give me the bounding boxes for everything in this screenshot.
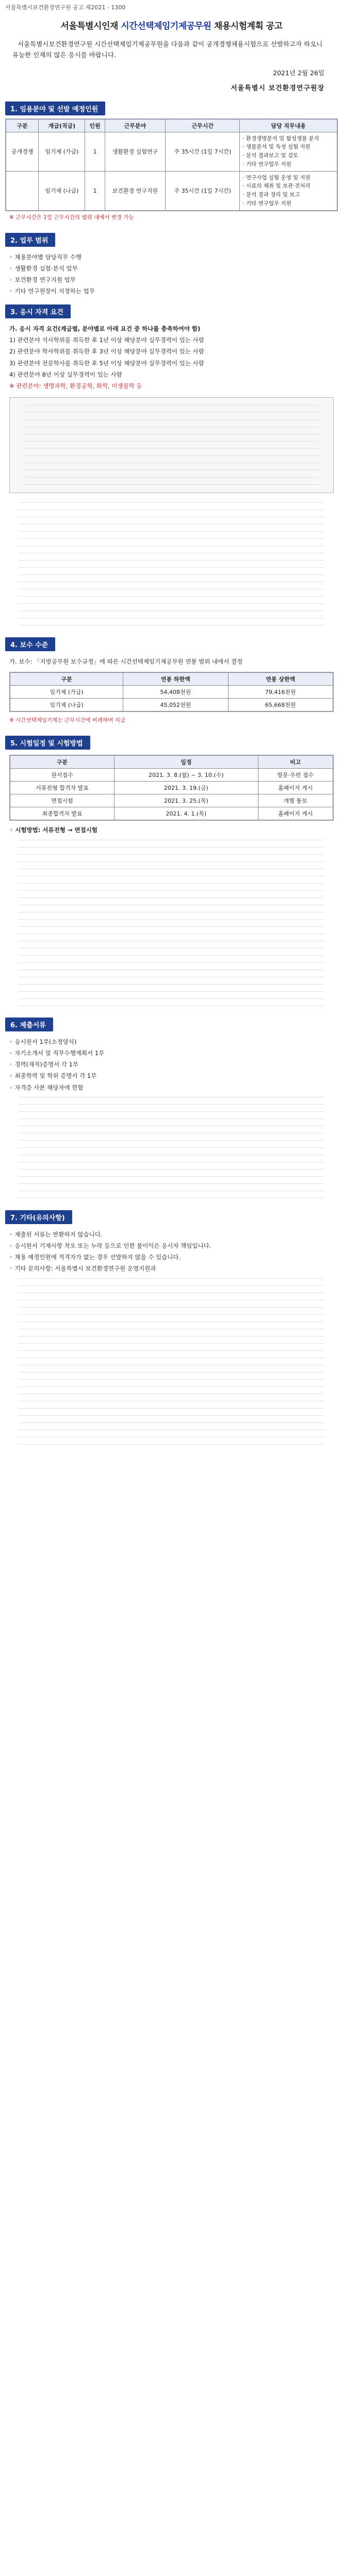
s2-item: ◦ 채용분야별 담당직무 수행	[9, 253, 81, 261]
title-highlight: 시간선택제임기제공무원	[121, 21, 211, 31]
table-row	[10, 768, 333, 781]
s4-note: ※ 시간선택제임기제는 근무시간에 비례하여 지급	[9, 717, 126, 724]
s6-item: ◦ 자기소개서 및 직무수행계획서 1부	[9, 1049, 105, 1057]
s2-item: ◦ 기타 연구원장이 지정하는 업무	[9, 287, 95, 295]
s7-item: ◦ 응시원서 기재사항 착오 또는 누락 등으로 인한 불이익은 응시자 책임입니다.	[9, 1242, 211, 1249]
section-1-header: 1. 임용분야 및 선발 예정인원	[5, 101, 105, 115]
section-7-body	[0, 1227, 343, 1451]
schedule-cell: 2021. 3. 8.(월) ~ 3. 10.(수)	[115, 768, 258, 781]
schedule-cell: 홈페이지 게시	[258, 807, 333, 820]
table1-cell: 1	[85, 132, 105, 171]
schedule-table-box	[9, 755, 334, 821]
schedule-table	[10, 755, 333, 820]
section-6-header: 6. 제출서류	[5, 1018, 53, 1031]
s5-method: ◦ 시험방법: 서류전형 → 면접시험	[9, 826, 97, 834]
salary-header: 구분	[10, 673, 123, 686]
section-3-body	[0, 321, 343, 394]
schedule-cell: 2021. 4. 1.(목)	[115, 807, 258, 820]
title-suffix: 채용시험계획 공고	[214, 21, 283, 31]
table-row	[10, 686, 333, 699]
s3-note: ※ 관련분야: 생명과학, 환경공학, 화학, 미생물학 등	[9, 382, 142, 389]
title-prefix: 서울특별시인재	[60, 21, 118, 31]
table1-header-0: 구분	[6, 119, 39, 132]
schedule-cell: 면접시험	[10, 794, 115, 807]
s3-item: 2) 관련분야 학사학위를 취득한 후 3년 이상 해당분야 실무경력이 있는 사람	[9, 348, 204, 355]
s3-item: 1) 관련분야 석사학위를 취득한 후 1년 이상 해당분야 실무경력이 있는 사람	[9, 336, 204, 344]
schedule-header: 구분	[10, 755, 115, 768]
salary-cell: 임기제 (나급)	[10, 699, 123, 711]
s2-item: ◦ 생활환경 실험·분석 업무	[9, 264, 78, 272]
section-7-header: 7. 기타(유의사항)	[5, 1210, 72, 1224]
salary-cell: 54,408천원	[123, 686, 228, 699]
section-4-body	[0, 654, 343, 670]
table-row	[6, 171, 337, 210]
salary-cell: 79,416천원	[228, 686, 333, 699]
s3-item: 3) 관련분야 전문학사를 취득한 후 5년 이상 해당분야 실무경력이 있는 사람	[9, 359, 204, 367]
table1-cell: 1	[85, 171, 105, 210]
table1-cell: 보건환경 연구지원	[105, 171, 166, 210]
table1-cell: 주 35시간 (1일 7시간)	[166, 171, 240, 210]
salary-cell: 임기제 (가급)	[10, 686, 123, 699]
s3-item: 4) 관련분야 8년 이상 실무경력이 있는 사람	[9, 370, 122, 378]
table1-header-3: 근무분야	[105, 119, 166, 132]
schedule-cell: 2021. 3. 25.(목)	[115, 794, 258, 807]
table1-header-2: 인원	[85, 119, 105, 132]
announcement-signer: 서울특별시 보건환경연구원장	[231, 84, 324, 92]
salary-table	[10, 672, 333, 711]
table1-cell: 생활환경 실험연구	[105, 132, 166, 171]
schedule-cell: 서류전형 합격자 발표	[10, 781, 115, 794]
table1-note: ※ 근무시간은 1일 근무시간의 범위 내에서 변경 가능	[9, 214, 134, 221]
table1-cell: · 연구사업 실험 운영 및 지원 · 시료의 채취 및 보관·전처리 · 분석 결과 정리 및 보고 · 기타 연구업무 지원	[240, 171, 337, 210]
page-title	[0, 13, 343, 33]
section-6-body	[0, 1035, 343, 1205]
salary-cell: 45,052천원	[123, 699, 228, 711]
table1-cell: 주 35시간 (1일 7시간)	[166, 132, 240, 171]
schedule-cell: 2021. 3. 19.(금)	[115, 781, 258, 794]
s3-lead: 가. 응시 자격 요건(계급별, 분야별로 아래 요건 중 하나를 충족하여야 함)	[9, 325, 201, 333]
s6-item: ◦ 경력(재직)증명서 각 1부	[9, 1061, 79, 1069]
section-3-header: 3. 응시 자격 요건	[5, 304, 71, 318]
s7-item: ◦ 기타 문의사항: 서울특별시 보건환경연구원 운영지원과	[9, 1265, 156, 1273]
table1-header-1: 계급(직급)	[39, 119, 85, 132]
document-number: 서울특별시보건환경연구원 공고 제2021 - 1300	[5, 4, 126, 11]
s7-item: ◦ 제출된 서류는 반환하지 않습니다.	[9, 1230, 103, 1238]
salary-header: 연봉 하한액	[123, 673, 228, 686]
section-1-table-box	[5, 118, 338, 211]
section-5-body	[0, 823, 343, 1012]
table1-header-4: 근무시간	[166, 119, 240, 132]
s4-lead: 가. 보수: 「지방공무원 보수규정」에 따른 시간선택제임기제공무원 연봉 범위 내에서 결정	[9, 657, 243, 665]
section-5-header: 5. 시험일정 및 시험방법	[5, 736, 90, 750]
s7-item: ◦ 채용 예정인원에 적격자가 없는 경우 선발하지 않을 수 있습니다.	[9, 1253, 181, 1261]
table-row	[10, 807, 333, 820]
schedule-header: 비고	[258, 755, 333, 768]
salary-table-box	[9, 672, 334, 712]
s6-item: ◦ 응시원서 1부(소정양식)	[9, 1038, 77, 1046]
schedule-cell: 개별 통보	[258, 794, 333, 807]
schedule-cell: 최종합격자 발표	[10, 807, 115, 820]
table1-cell: · 환경생명분석 및 합성생물 분석 · 생물분석 및 독성 실험 지원 · 분석 결과보고 및 검토 · 기타 연구업무 지원	[240, 132, 337, 171]
salary-cell: 65,668천원	[228, 699, 333, 711]
table-row	[10, 794, 333, 807]
s6-item: ◦ 최종학력 및 학위 증명서 각 1부	[9, 1072, 97, 1080]
schedule-cell: 방문·우편 접수	[258, 768, 333, 781]
table1-cell	[6, 171, 39, 210]
table1-header-5: 담당 직무내용	[240, 119, 337, 132]
schedule-cell: 홈페이지 게시	[258, 781, 333, 794]
section-2-body	[0, 250, 343, 300]
table-row	[10, 699, 333, 711]
table1-cell: 공개경쟁	[6, 132, 39, 171]
section-3-detail-box	[9, 397, 334, 493]
table1-cell: 임기제 (나급)	[39, 171, 85, 210]
s2-item: ◦ 보건환경 연구지원 업무	[9, 276, 76, 283]
salary-header: 연봉 상한액	[228, 673, 333, 686]
section-4-header: 4. 보수 수준	[5, 637, 55, 651]
recruitment-table	[6, 119, 337, 211]
announcement-date: 2021년 2월 26일	[273, 69, 324, 77]
table-row	[10, 781, 333, 794]
table1-cell: 임기제 (가급)	[39, 132, 85, 171]
section-3-extra	[0, 496, 343, 632]
section-2-header: 2. 업무 범위	[5, 233, 55, 247]
s6-item: ◦ 자격증 사본 해당자에 한함	[9, 1083, 84, 1091]
intro-text: 서울특별시보건환경연구원 시간선택제임기제공무원을 다음과 같이 공개경쟁채용시험으로 선발하고자 하오니 유능한 인재의 많은 응시를 바랍니다.	[12, 40, 323, 59]
table-row	[6, 132, 337, 171]
schedule-cell: 원서접수	[10, 768, 115, 781]
schedule-header: 일정	[115, 755, 258, 768]
